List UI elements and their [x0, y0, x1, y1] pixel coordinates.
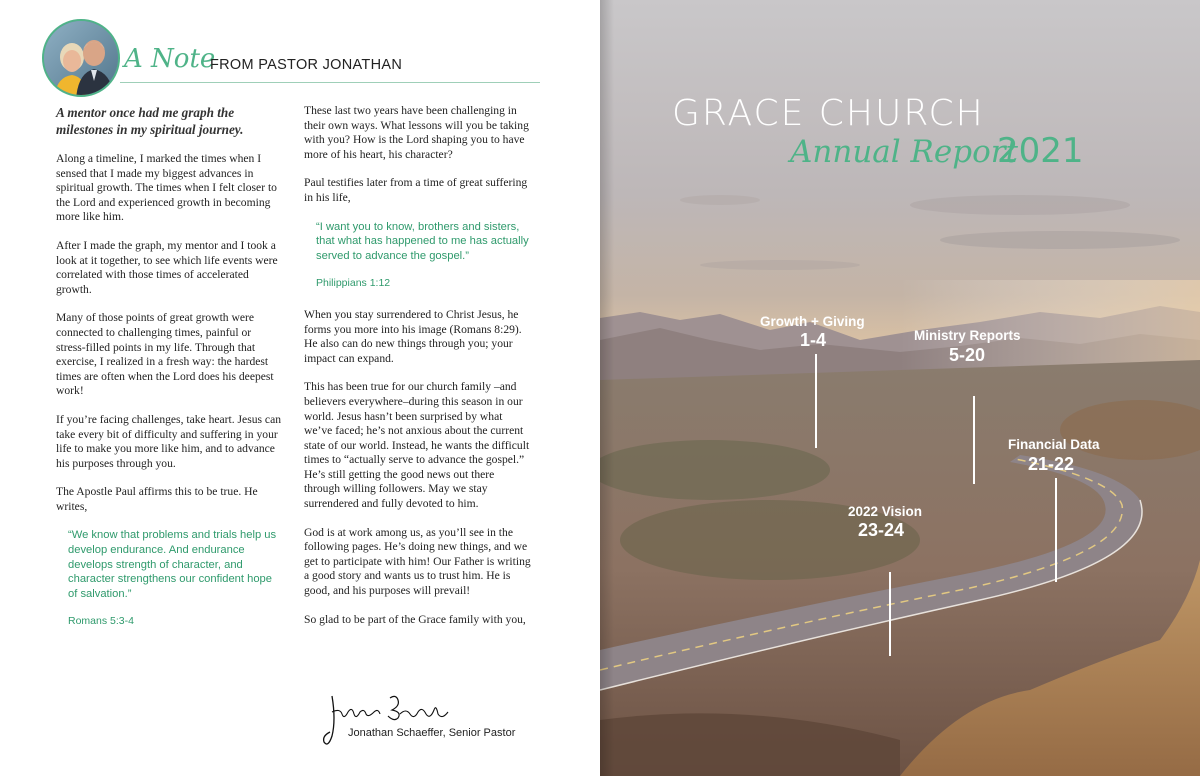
cover-year: 2021 [997, 131, 1084, 171]
section-pages-growth-giving: 1-4 [800, 330, 827, 350]
scripture-reference: Philippians 1:12 [316, 277, 391, 290]
cover-annual-report-title: Annual Report [790, 134, 1019, 170]
pastor-photo [42, 19, 120, 97]
scripture-quote: “I want you to know, brothers and sisters, that what has happened to me has actually served to advance the gospel.” [316, 220, 529, 262]
header-divider [120, 82, 540, 83]
section-pointer-line [1055, 478, 1057, 582]
letter-paragraph: God is at work among us, as you’ll see in the following pages. He’s doing new things, and we get to participate with him! Our Father is writing a good story and wants us to trust him. He is good, and his purposes will prevail! [304, 525, 531, 598]
header-from-subtitle: FROM PASTOR JONATHAN [210, 57, 403, 73]
letter-column-right [304, 104, 532, 641]
section-pointer-line [889, 572, 891, 656]
letter-paragraph: If you’re facing challenges, take heart. Jesus can take every bit of difficulty and suffering in your life to make you more like him, and to advance his purposes through you. [56, 412, 282, 470]
section-label-2022-vision: 2022 Vision [848, 504, 923, 519]
section-pointer-line [815, 354, 817, 448]
pastor-couple-image [44, 21, 120, 97]
letter-closing: So glad to be part of the Grace family with you, [304, 612, 526, 626]
section-pointer-line [973, 396, 975, 484]
letter-paragraph: This has been true for our church family –and believers everywhere–during this season in our world. Jesus hasn’t been surprised by what we’ve faced; he’s not anxious about the current state of our world. Instead, he wants the difficult times to “actually serve to advance the gospel.” He’s still getting the good news out there through willing followers. May we stay surrendered and fully devoted to him. [304, 380, 530, 511]
cover-church-title: GRACE CHURCH [672, 93, 985, 134]
letter-lead: A mentor once had me graph the milestones in my spiritual journey. [56, 105, 244, 137]
letter-paragraph: Paul testifies later from a time of great suffering in his life, [304, 176, 528, 204]
section-pages-ministry-reports: 5-20 [949, 345, 986, 365]
section-pages-financial-data: 21-22 [1028, 454, 1075, 474]
section-label-financial-data: Financial Data [1008, 437, 1100, 452]
cover-page [600, 0, 1200, 776]
spine-shadow [600, 0, 614, 776]
letter-paragraph: These last two years have been challenging in their own ways. What lessons will you be taking with you? How is the Lord shaping you to have more of his heart, his character? [304, 104, 529, 161]
handwritten-signature [318, 690, 458, 754]
scripture-quote: “We know that problems and trials help us develop endurance. And endurance develops strength of character, and character strengthens our confident hope of salvation.” [68, 529, 277, 600]
scripture-reference: Romans 5:3-4 [68, 615, 134, 628]
letter-paragraph: Along a timeline, I marked the times when I sensed that I made my biggest advances in spiritual growth. The times when I felt closer to the Lord and experienced growth in becoming more like him. [56, 152, 277, 224]
section-label-ministry-reports: Ministry Reports [914, 328, 1021, 343]
letter-paragraph: After I made the graph, my mentor and I took a look at it together, to see which life events were correlated with those times of accelerated growth. [56, 238, 278, 296]
signer-name: Jonathan Schaeffer, Senior Pastor [348, 727, 516, 739]
letter-paragraph: The Apostle Paul affirms this to be true. He writes, [56, 485, 258, 513]
letter-paragraph: When you stay surrendered to Christ Jesus, he forms you more into his image (Romans 8:29). He also can do new things through you; your impact can expand. [304, 307, 522, 365]
letter-column-left [56, 104, 281, 646]
letter-paragraph: Many of those points of great growth were connected to challenging times, painful or stress-filled points in my life. Through that exercise, I realized in a fresh way: the hardest times are often when the Lord does his deepest work! [56, 311, 274, 398]
section-label-growth-giving: Growth + Giving [760, 314, 865, 329]
header-note-title: A Note [124, 44, 216, 74]
section-pages-2022-vision: 23-24 [858, 520, 905, 540]
